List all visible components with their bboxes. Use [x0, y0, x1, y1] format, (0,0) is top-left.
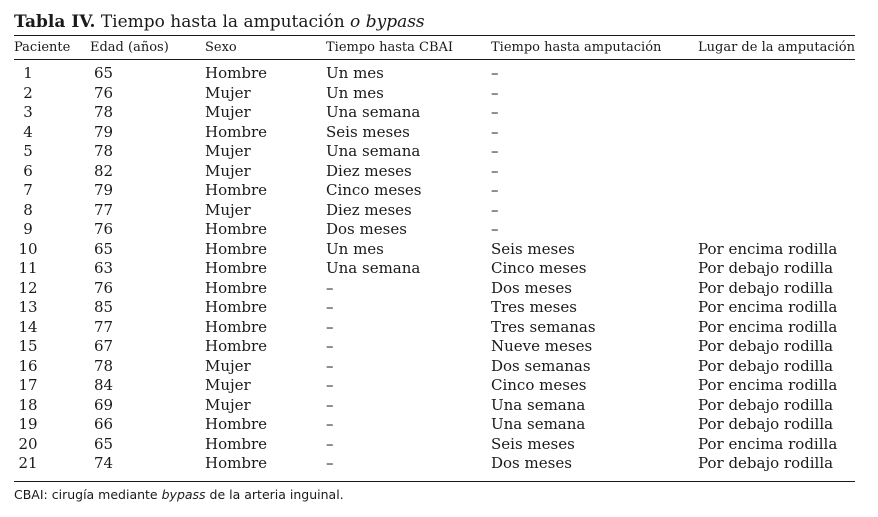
cell-lugar-amputacion: [698, 103, 855, 123]
cell-edad: 82: [94, 161, 114, 180]
cell-tiempo-cbai: –: [326, 454, 334, 472]
header-row: [14, 36, 855, 59]
cell-tiempo-cbai: Una semana: [326, 259, 421, 277]
data-table-body: [14, 60, 855, 474]
cell-tiempo-amputacion: –: [491, 142, 499, 160]
caption-label: Tabla IV.: [14, 12, 96, 32]
table-row: [14, 396, 855, 416]
table-row: [14, 220, 855, 240]
cell-tiempo-amputacion: –: [491, 220, 499, 238]
cell-lugar-amputacion: Por encima rodilla: [698, 298, 838, 316]
header-lugar-amputacion: Lugar de la amputación: [698, 40, 855, 55]
data-table: [14, 36, 855, 59]
cell-paciente: 15: [18, 337, 38, 355]
header-tiempo-amputacion: Tiempo hasta amputación: [491, 40, 662, 55]
cell-edad: 69: [94, 395, 114, 414]
cell-tiempo-cbai: Dos meses: [326, 220, 407, 238]
cell-tiempo-amputacion: Tres semanas: [491, 317, 596, 336]
cell-tiempo-amputacion: –: [491, 103, 499, 121]
cell-lugar-amputacion: Por encima rodilla: [698, 376, 838, 394]
cell-tiempo-amputacion: Una semana: [491, 415, 586, 433]
cell-sexo: Mujer: [205, 103, 251, 121]
cell-sexo: Hombre: [205, 278, 267, 297]
cell-lugar-amputacion: [698, 181, 855, 201]
cell-paciente: 14: [18, 317, 38, 336]
cell-edad: 66: [94, 415, 114, 433]
cell-lugar-amputacion: Por encima rodilla: [698, 239, 838, 258]
cell-tiempo-amputacion: Seis meses: [491, 239, 575, 258]
cell-tiempo-amputacion: Cinco meses: [491, 376, 587, 394]
cell-edad: 77: [94, 317, 114, 336]
cell-sexo: Hombre: [205, 298, 267, 316]
cell-lugar-amputacion: Por debajo rodilla: [698, 259, 834, 277]
cell-lugar-amputacion: [698, 84, 855, 104]
cell-tiempo-cbai: Cinco meses: [326, 181, 422, 199]
cell-lugar-amputacion: [698, 201, 855, 221]
cell-tiempo-cbai: –: [326, 278, 334, 297]
cell-tiempo-cbai: Seis meses: [326, 122, 410, 141]
cell-edad: 77: [94, 200, 114, 219]
table-row: [14, 318, 855, 338]
cell-tiempo-cbai: Diez meses: [326, 200, 412, 219]
cell-paciente: 5: [23, 142, 33, 160]
cell-paciente: 3: [23, 103, 33, 121]
cell-tiempo-amputacion: Dos semanas: [491, 356, 591, 375]
cell-lugar-amputacion: Por encima rodilla: [698, 317, 838, 336]
cell-tiempo-cbai: –: [326, 317, 334, 336]
cell-paciente: 21: [18, 454, 38, 472]
cell-paciente: 16: [18, 356, 38, 375]
cell-edad: 76: [94, 83, 114, 102]
cell-edad: 76: [94, 278, 114, 297]
cell-paciente: 2: [23, 83, 33, 102]
table-row: [14, 181, 855, 201]
table-caption: [14, 11, 855, 35]
cell-paciente: 20: [18, 434, 38, 453]
header-sexo: Sexo: [205, 40, 237, 55]
cell-sexo: Mujer: [205, 395, 251, 414]
cell-tiempo-amputacion: Dos meses: [491, 454, 572, 472]
cell-tiempo-cbai: Un mes: [326, 83, 384, 102]
cell-sexo: Mujer: [205, 142, 251, 160]
cell-lugar-amputacion: Por debajo rodilla: [698, 356, 834, 375]
table-footnote: [14, 482, 855, 502]
cell-paciente: 10: [18, 239, 38, 258]
cell-sexo: Hombre: [205, 122, 267, 141]
table-row: [14, 240, 855, 260]
table-row: [14, 415, 855, 435]
cell-paciente: 17: [18, 376, 38, 394]
cell-tiempo-cbai: Una semana: [326, 103, 421, 121]
cell-lugar-amputacion: Por encima rodilla: [698, 434, 838, 453]
table-row: [14, 123, 855, 143]
cell-lugar-amputacion: Por debajo rodilla: [698, 395, 834, 414]
table-row: [14, 298, 855, 318]
cell-edad: 65: [94, 434, 114, 453]
cell-tiempo-cbai: Diez meses: [326, 161, 412, 180]
cell-lugar-amputacion: Por debajo rodilla: [698, 337, 834, 355]
cell-sexo: Hombre: [205, 181, 267, 199]
table-row: [14, 357, 855, 377]
cell-paciente: 1: [23, 64, 33, 82]
cell-paciente: 11: [18, 259, 38, 277]
caption-italic-term: bypass: [365, 12, 425, 32]
cell-tiempo-amputacion: Tres meses: [491, 298, 577, 316]
cell-paciente: 18: [18, 395, 38, 414]
cell-sexo: Hombre: [205, 454, 267, 472]
table-row: [14, 376, 855, 396]
cell-edad: 65: [94, 239, 114, 258]
table-row: [14, 162, 855, 182]
cell-tiempo-amputacion: –: [491, 83, 499, 102]
cell-paciente: 8: [23, 200, 33, 219]
cell-tiempo-cbai: Un mes: [326, 64, 384, 82]
cell-sexo: Hombre: [205, 337, 267, 355]
cell-lugar-amputacion: Por debajo rodilla: [698, 415, 834, 433]
cell-tiempo-amputacion: Cinco meses: [491, 259, 587, 277]
cell-edad: 63: [94, 259, 114, 277]
cell-tiempo-cbai: –: [326, 434, 334, 453]
footnote-italic-term: bypass: [161, 486, 206, 502]
cell-lugar-amputacion: [698, 162, 855, 182]
table-row: [14, 337, 855, 357]
cell-lugar-amputacion: [698, 220, 855, 240]
table-container: [14, 11, 855, 502]
cell-edad: 74: [94, 454, 114, 472]
cell-sexo: Hombre: [205, 317, 267, 336]
cell-sexo: Hombre: [205, 64, 267, 82]
cell-lugar-amputacion: [698, 64, 855, 84]
table-row: [14, 103, 855, 123]
cell-tiempo-amputacion: –: [491, 181, 499, 199]
cell-sexo: Hombre: [205, 220, 267, 238]
cell-tiempo-cbai: Una semana: [326, 142, 421, 160]
table-row: [14, 84, 855, 104]
cell-sexo: Mujer: [205, 356, 251, 375]
cell-tiempo-amputacion: –: [491, 161, 499, 180]
cell-tiempo-amputacion: Nueve meses: [491, 337, 593, 355]
cell-paciente: 12: [18, 278, 38, 297]
table-row: [14, 259, 855, 279]
header-edad: Edad (años): [90, 40, 169, 55]
cell-edad: 85: [94, 298, 114, 316]
cell-sexo: Hombre: [205, 415, 267, 433]
cell-tiempo-cbai: –: [326, 337, 334, 355]
cell-lugar-amputacion: Por debajo rodilla: [698, 278, 834, 297]
cell-paciente: 7: [23, 181, 33, 199]
cell-tiempo-amputacion: Una semana: [491, 395, 586, 414]
header-tiempo-cbai: Tiempo hasta CBAI: [326, 40, 454, 55]
cell-tiempo-cbai: –: [326, 376, 334, 394]
cell-sexo: Mujer: [205, 376, 251, 394]
cell-edad: 65: [94, 64, 114, 82]
cell-lugar-amputacion: [698, 123, 855, 143]
cell-tiempo-amputacion: –: [491, 122, 499, 141]
cell-lugar-amputacion: Por debajo rodilla: [698, 454, 834, 472]
table-row: [14, 201, 855, 221]
cell-edad: 78: [94, 142, 114, 160]
cell-tiempo-cbai: –: [326, 298, 334, 316]
table-row: [14, 454, 855, 474]
cell-tiempo-amputacion: Seis meses: [491, 434, 575, 453]
cell-lugar-amputacion: [698, 142, 855, 162]
table-row: [14, 142, 855, 162]
footnote-suffix: de la arteria inguinal.: [209, 486, 344, 502]
cell-edad: 79: [94, 181, 114, 199]
cell-tiempo-cbai: –: [326, 395, 334, 414]
header-paciente: Paciente: [14, 40, 71, 55]
cell-paciente: 13: [18, 298, 38, 316]
cell-edad: 76: [94, 220, 114, 238]
footnote-prefix: CBAI: cirugía mediante: [14, 486, 158, 502]
cell-paciente: 19: [18, 415, 38, 433]
caption-text: Tiempo hasta la amputación: [100, 12, 345, 32]
cell-tiempo-amputacion: –: [491, 200, 499, 219]
cell-tiempo-cbai: Un mes: [326, 239, 384, 258]
table-row: [14, 64, 855, 84]
cell-paciente: 9: [23, 220, 33, 238]
cell-edad: 78: [94, 103, 114, 121]
caption-connector: o: [350, 12, 361, 32]
cell-sexo: Mujer: [205, 161, 251, 180]
cell-tiempo-cbai: –: [326, 415, 334, 433]
cell-sexo: Hombre: [205, 239, 267, 258]
cell-tiempo-amputacion: Dos meses: [491, 278, 572, 297]
cell-sexo: Hombre: [205, 259, 267, 277]
cell-sexo: Mujer: [205, 200, 251, 219]
cell-paciente: 6: [23, 161, 33, 180]
cell-tiempo-amputacion: –: [491, 64, 499, 82]
cell-paciente: 4: [23, 122, 33, 141]
cell-edad: 67: [94, 337, 114, 355]
table-row: [14, 435, 855, 455]
cell-edad: 78: [94, 356, 114, 375]
cell-sexo: Hombre: [205, 434, 267, 453]
cell-edad: 84: [94, 376, 114, 394]
cell-edad: 79: [94, 122, 114, 141]
cell-sexo: Mujer: [205, 83, 251, 102]
cell-tiempo-cbai: –: [326, 356, 334, 375]
table-row: [14, 279, 855, 299]
